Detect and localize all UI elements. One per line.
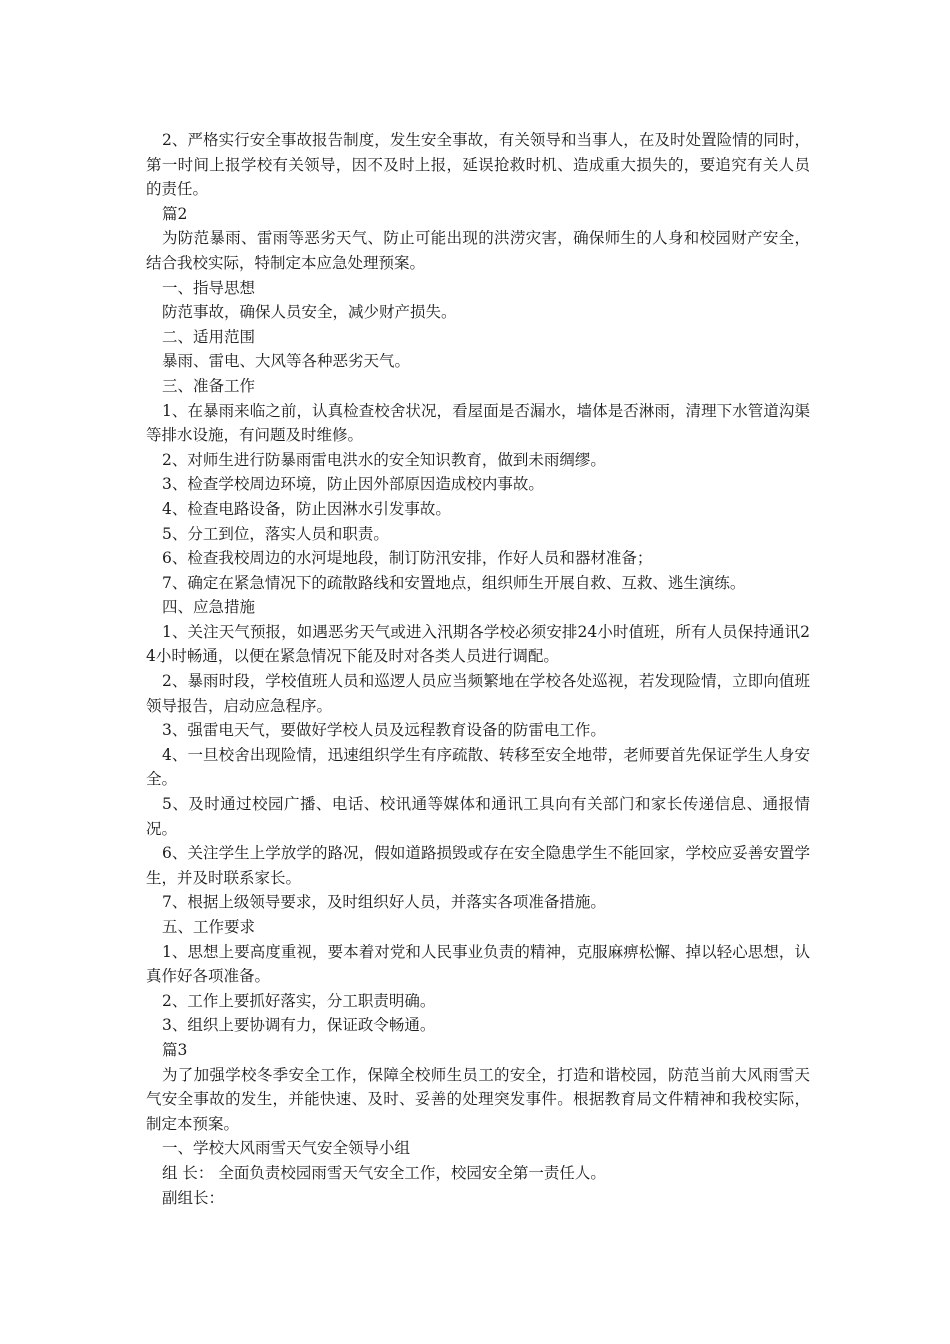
list-item: 3、组织上要协调有力，保证政令畅通。 <box>162 1016 436 1035</box>
paragraph: 副组长： <box>162 1188 225 1207</box>
list-item: 2、对师生进行防暴雨雷电洪水的安全知识教育，做到未雨绸缪。 <box>162 450 606 469</box>
list-item: 3、检查学校周边环境，防止因外部原因造成校内事故。 <box>162 475 544 494</box>
list-item: 5、分工到位，落实人员和职责。 <box>162 524 389 543</box>
section-heading: 一、学校大风雨雪天气安全领导小组 <box>162 1139 411 1158</box>
paragraph: 暴雨、雷电、大风等各种恶劣天气。 <box>162 352 411 371</box>
list-item: 7、根据上级领导要求，及时组织好人员，并落实各项准备措施。 <box>162 893 606 912</box>
paragraph: 为了加强学校冬季安全工作，保障全校师生员工的安全，打造和谐校园，防范当前大风雨雪天气安全事故的发生，并能快速、及时、妥善的处理突发事件。根据教育局文件精神和我校实际，制定本预案。 <box>146 1065 810 1133</box>
document-body <box>146 128 810 1210</box>
list-item: 3、强雷电天气，要做好学校人员及远程教育设备的防雷电工作。 <box>162 721 606 740</box>
list-item: 1、思想上要高度重视，要本着对党和人民事业负责的精神，克服麻痹松懈、掉以轻心思想，认真作好各项准备。 <box>146 942 810 986</box>
list-item: 7、确定在紧急情况下的疏散路线和安置地点，组织师生开展自救、互救、逃生演练。 <box>162 573 746 592</box>
list-item: 5、及时通过校园广播、电话、校讯通等媒体和通讯工具向有关部门和家长传递信息、通报情况。 <box>146 795 810 838</box>
list-item: 4、检查电路设备，防止因淋水引发事故。 <box>162 499 451 518</box>
list-item: 6、关注学生上学放学的路况，假如道路损毁或存在安全隐患学生不能回家，学校应妥善安置学生，并及时联系家长。 <box>146 844 810 887</box>
paragraph: 2、严格实行安全事故报告制度，发生安全事故，有关领导和当事人，在及时处置险情的同时，第一时间上报学校有关领导，因不及时上报，延误抢救时机、造成重大损失的，要追究有关人员的责任。 <box>146 131 810 199</box>
list-item: 2、暴雨时段，学校值班人员和巡逻人员应当频繁地在学校各处巡视，若发现险情，立即向值班领导报告，启动应急程序。 <box>146 672 810 715</box>
list-item: 1、关注天气预报，如遇恶劣天气或进入汛期各学校必须安排24小时值班，所有人员保持通讯24小时畅通，以便在紧急情况下能及时对各类人员进行调配。 <box>146 622 810 666</box>
list-item: 2、工作上要抓好落实，分工职责明确。 <box>162 991 436 1010</box>
list-item: 4、一旦校舍出现险情，迅速组织学生有序疏散、转移至安全地带，老师要首先保证学生人身安全。 <box>146 745 810 789</box>
section-heading: 四、应急措施 <box>162 598 256 617</box>
section-heading: 五、工作要求 <box>162 918 256 936</box>
section-heading: 篇2 <box>162 204 188 223</box>
paragraph: 为防范暴雨、雷雨等恶劣天气、防止可能出现的洪涝灾害，确保师生的人身和校园财产安全，结合我校实际，特制定本应急处理预案。 <box>146 229 810 272</box>
section-heading: 篇3 <box>162 1040 188 1059</box>
section-heading: 一、指导思想 <box>162 278 256 297</box>
section-heading: 二、适用范围 <box>162 327 256 346</box>
list-item: 1、在暴雨来临之前，认真检查校舍状况，看屋面是否漏水，墙体是否淋雨，清理下水管道沟渠等排水设施，有问题及时维修。 <box>146 401 810 445</box>
list-item: 6、检查我校周边的水河堤地段，制订防汛安排，作好人员和器材准备； <box>162 549 653 568</box>
section-heading: 三、准备工作 <box>162 376 256 395</box>
paragraph: 组 长： 全面负责校园雨雪天气安全工作，校园安全第一责任人。 <box>162 1163 606 1182</box>
paragraph: 防范事故，确保人员安全，减少财产损失。 <box>162 303 457 322</box>
